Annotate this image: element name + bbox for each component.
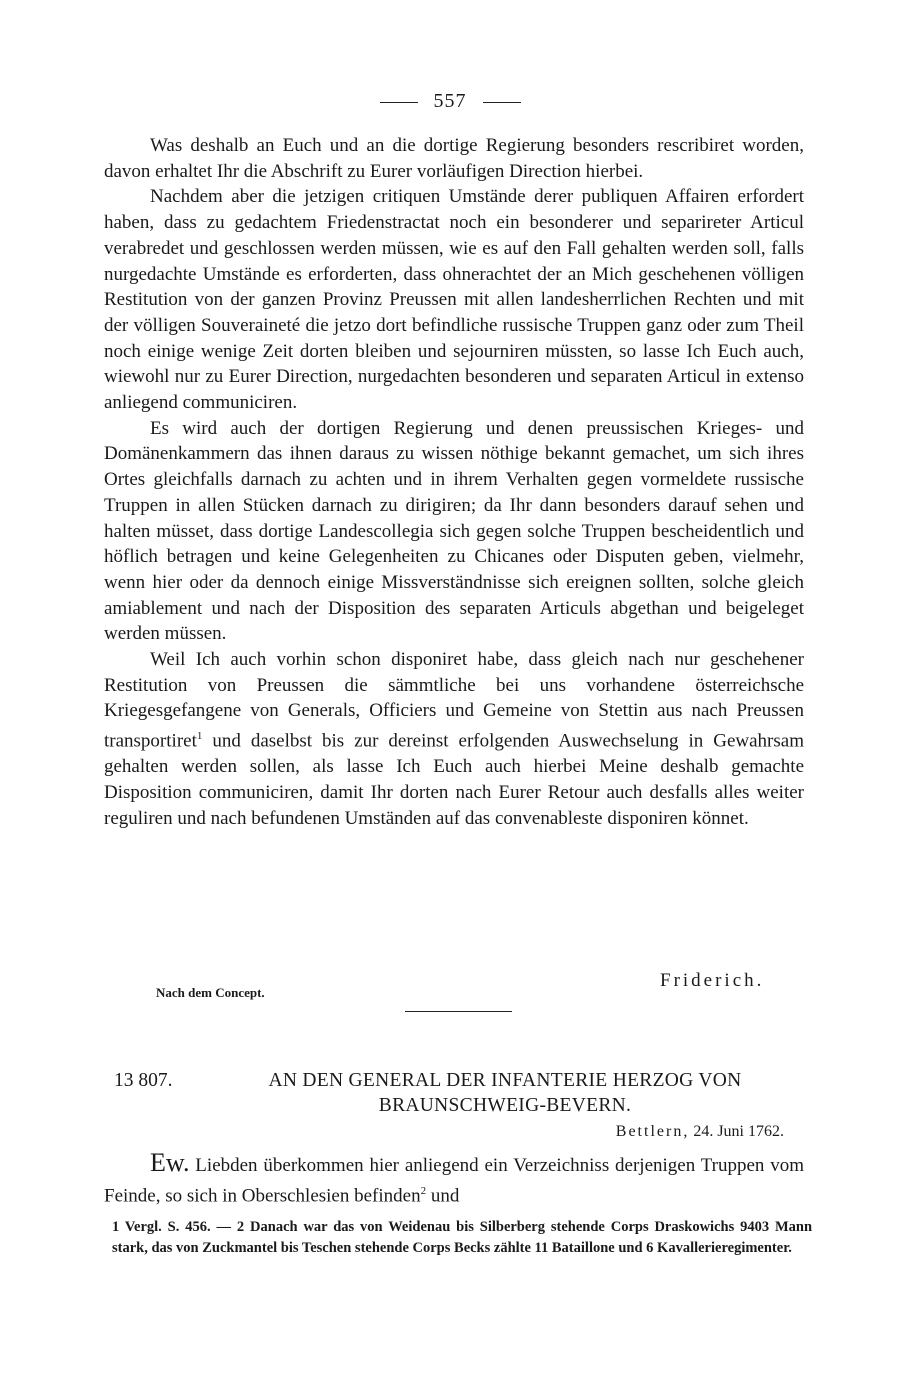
letter-2-body	[104, 1150, 804, 1209]
footnote-2-text: Danach war das von Weidenau bis Silberberg stehende Corps Draskowichs 9403 Mann stark, das von Zuckmantel bis Teschen stehende Corps Becks zählte 11 Bataillone und 6 Kavallerieregimenter.	[112, 1219, 813, 1256]
paragraph-4-text: Weil Ich auch vorhin schon disponiret habe, dass gleich nach nur geschehener Restitution von Preussen die sämmtliche bei uns vorhandene österreichsche Kriegesgefangene von Generals, Officiers und Gemeine von Stettin aus nach Preussen transportiret	[104, 649, 804, 752]
source-note: Nach dem Concept.	[156, 985, 265, 1000]
footnote-separator: —	[216, 1219, 237, 1235]
document-title: AN DEN GENERAL DER INFANTERIE HERZOG VON BRAUNSCHWEIG-BEVERN.	[268, 1070, 742, 1116]
footnote-ref-2: 2	[420, 1184, 427, 1197]
footnote-1-text: Vergl. S. 456.	[124, 1219, 211, 1235]
document-number: 13 807.	[114, 1070, 173, 1091]
letter-2-text: Liebden überkommen hier anliegend ein Verzeichniss derjenigen Truppen vom Feinde, so sich in Oberschlesien befinden	[104, 1155, 804, 1207]
page-number-value: 557	[433, 90, 467, 112]
dateline	[616, 1123, 784, 1141]
footnotes	[112, 1217, 812, 1259]
page-number-dash-left	[380, 102, 418, 103]
letter-2-paragraph	[104, 1150, 804, 1209]
paragraph-3: Es wird auch der dortigen Regierung und denen preussischen Krieges- und Domänenkammern das ihnen daraus zu wissen nöthige bekannt gemachet, um sich ihres Ortes gleichfalls darnach zu achten und in ihrem Verhalten gegen vormeldete russische Truppen in allen Stücken darnach zu dirigiren; da Ihr dann besonders darauf sehen und halten müsset, dass dortige Landescollegia sich gegen solche Truppen bescheidentlich und höflich betragen und keine Gelegenheiten zu Chicanes oder Disputen geben, vielmehr, wenn hier oder da dennoch einige Missverständnisse sich ereignen sollten, solche gleich amiablement und nach der Disposition des separaten Articuls abgethan und beigeleget werden müssen.	[104, 417, 804, 645]
page-number	[0, 90, 900, 113]
paragraph-1: Was deshalb an Euch und an die dortige Regierung besonders rescribiret worden, davon erhaltet Ihr die Abschrift zu Eurer vorläufigen Direction hierbei.	[104, 135, 804, 182]
paragraph-2: Nachdem aber die jetzigen critiquen Umstände derer publiquen Affairen erfordert haben, dass zu gedachtem Friedenstractat noch ein besonderer und separireter Articul verabredet und geschlossen werden müssen, wie es auf den Fall gehalten werden soll, falls nurgedachte Umstände es erforderten, dass ohnerachtet der an Mich geschehenen völligen Restitution von der ganzen Provinz Preussen mit allen landesherrlichen Rechten und mit der völligen Souveraineté die jetzo dort befindliche russische Truppen ganz oder zum Theil noch einige wenige Zeit dorten bleiben und sejourniren müssten, so lasse Ich Euch auch, wiewohl nur zu Eurer Direction, nurgedachten besonderen und separaten Articul in extenso anliegend communiciren.	[104, 186, 804, 414]
footnote-1-marker: 1	[112, 1219, 120, 1235]
paragraph-4-text-cont: und daselbst bis zur dereinst erfolgenden Auswechselung in Gewahrsam gehalten werden sollen, als lasse Ich Euch auch hierbei Meine deshalb gemachte Disposition communiciren, damit Ihr dorten nach Eurer Retour auch desfalls alles weiter reguliren und nach befundenen Umständen auf das convenableste disponiren könnet.	[104, 730, 804, 829]
footnote-1	[112, 1219, 211, 1235]
letter-2-initial: Ew.	[150, 1148, 190, 1177]
section-divider	[405, 1011, 512, 1012]
dateline-date: 24. Juni 1762.	[693, 1123, 784, 1140]
footnote-2-marker: 2	[236, 1219, 245, 1235]
paragraph-4	[104, 647, 804, 831]
page-number-dash-right	[483, 102, 521, 103]
signature: Friderich.	[660, 970, 765, 991]
dateline-place: Bettlern,	[615, 1123, 690, 1140]
letter-body	[104, 133, 804, 831]
letter-2-text-cont: und	[426, 1185, 460, 1207]
footnote-ref-1: 1	[196, 730, 203, 743]
